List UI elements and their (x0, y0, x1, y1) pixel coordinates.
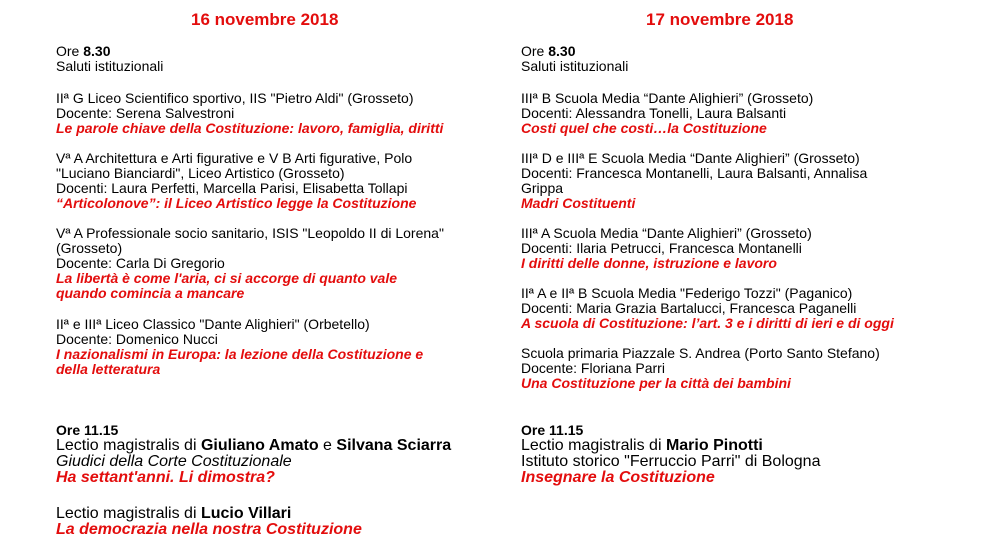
school: Vª A Architettura e Arti figurative e V B Arti figurative, Polo (56, 150, 413, 166)
school: IIIª A Scuola Media “Dante Alighieri” (Grosseto) (521, 225, 812, 241)
lectio-left-2 (56, 506, 362, 538)
talk-title: della letteratura (56, 361, 161, 377)
school: Vª A Professionale socio sanitario, ISIS "Leopoldo II di Lorena" (56, 225, 444, 241)
speaker-name: Mario Pinotti (665, 437, 763, 454)
lectio-title: La democrazia nella nostra Costituzione (56, 521, 362, 538)
program-item (521, 91, 813, 136)
speaker-role: Giudici della Corte Costituzionale (56, 453, 292, 470)
talk-title: “Articolonove”: il Liceo Artistico legge la Costituzione (56, 195, 417, 211)
talk-title: Costi quel che costi…la Costituzione (521, 120, 767, 136)
talk-title: Le parole chiave della Costituzione: lavoro, famiglia, diritti (56, 120, 444, 136)
lectio-prefix: Lectio magistralis di (56, 505, 201, 522)
lectio-title: Ha settant'anni. Li dimostra? (56, 469, 275, 486)
school: IIª A e IIª B Scuola Media "Federigo Tozzi" (Paganico) (521, 285, 853, 301)
time-prefix: Ore (521, 43, 549, 59)
conjunction: e (318, 437, 337, 454)
opening-left (56, 44, 163, 74)
session-right (521, 423, 820, 486)
talk-title: I diritti delle donne, istruzione e lavoro (521, 255, 777, 271)
talk-title: Madri Costituenti (521, 195, 636, 211)
teachers: Docenti: Ilaria Petrucci, Francesca Montanelli (521, 240, 802, 256)
teachers: Docenti: Francesca Montanelli, Laura Balsanti, Annalisa (521, 165, 868, 181)
speaker-name: Giuliano Amato (200, 437, 319, 454)
program-item (56, 317, 423, 377)
lectio-prefix: Lectio magistralis di (521, 437, 666, 454)
session-left (56, 423, 451, 486)
opening-label: Saluti istituzionali (521, 58, 629, 74)
session-time: Ore 11.15 (56, 422, 119, 438)
lectio-title: Insegnare la Costituzione (521, 469, 715, 486)
teachers: Docente: Carla Di Gregorio (56, 255, 225, 271)
opening-time: 8.30 (83, 43, 111, 59)
time-prefix: Ore (56, 43, 84, 59)
talk-title: A scuola di Costituzione: l’art. 3 e i diritti di ieri e di oggi (521, 315, 894, 331)
lectio-prefix: Lectio magistralis di (56, 437, 201, 454)
talk-title: I nazionalismi in Europa: la lezione della Costituzione e (56, 346, 424, 362)
school: IIª e IIIª Liceo Classico "Dante Alighieri" (Orbetello) (56, 316, 370, 332)
school: (Grosseto) (56, 240, 123, 256)
program-item (56, 226, 444, 301)
teachers: Docenti: Alessandra Tonelli, Laura Balsanti (521, 105, 787, 121)
school: IIª G Liceo Scientifico sportivo, IIS "Pietro Aldi" (Grosseto) (56, 90, 414, 106)
program-item (521, 151, 867, 211)
teachers: Docenti: Laura Perfetti, Marcella Parisi, Elisabetta Tollapi (56, 180, 408, 196)
teachers: Docente: Floriana Parri (521, 360, 665, 376)
program-item (56, 151, 416, 211)
program-item (521, 346, 880, 391)
teachers: Docente: Domenico Nucci (56, 331, 218, 347)
teachers: Grippa (521, 180, 564, 196)
program-item (56, 91, 443, 136)
opening-label: Saluti istituzionali (56, 58, 164, 74)
talk-title: Una Costituzione per la città dei bambini (521, 375, 791, 391)
session-time: Ore 11.15 (521, 422, 584, 438)
speaker-name: Silvana Sciarra (336, 437, 452, 454)
opening-time: 8.30 (548, 43, 576, 59)
date-right: 17 novembre 2018 (646, 10, 794, 29)
talk-title: La libertà è come l'aria, ci si accorge di quanto vale (56, 270, 398, 286)
talk-title: quando comincia a mancare (56, 285, 245, 301)
institute: Istituto storico "Ferruccio Parri" di Bologna (521, 453, 821, 470)
school: Scuola primaria Piazzale S. Andrea (Porto Santo Stefano) (521, 345, 880, 361)
school: IIIª B Scuola Media “Dante Alighieri” (Grosseto) (521, 90, 814, 106)
school: "Luciano Bianciardi", Liceo Artistico (Grosseto) (56, 165, 345, 181)
teachers: Docenti: Maria Grazia Bartalucci, Francesca Paganelli (521, 300, 857, 316)
teachers: Docente: Serena Salvestroni (56, 105, 235, 121)
program-item (521, 286, 894, 331)
date-left: 16 novembre 2018 (191, 10, 339, 29)
speaker-name: Lucio Villari (200, 505, 292, 522)
program-item (521, 226, 812, 271)
school: IIIª D e IIIª E Scuola Media “Dante Alighieri” (Grosseto) (521, 150, 860, 166)
opening-right (521, 44, 628, 74)
